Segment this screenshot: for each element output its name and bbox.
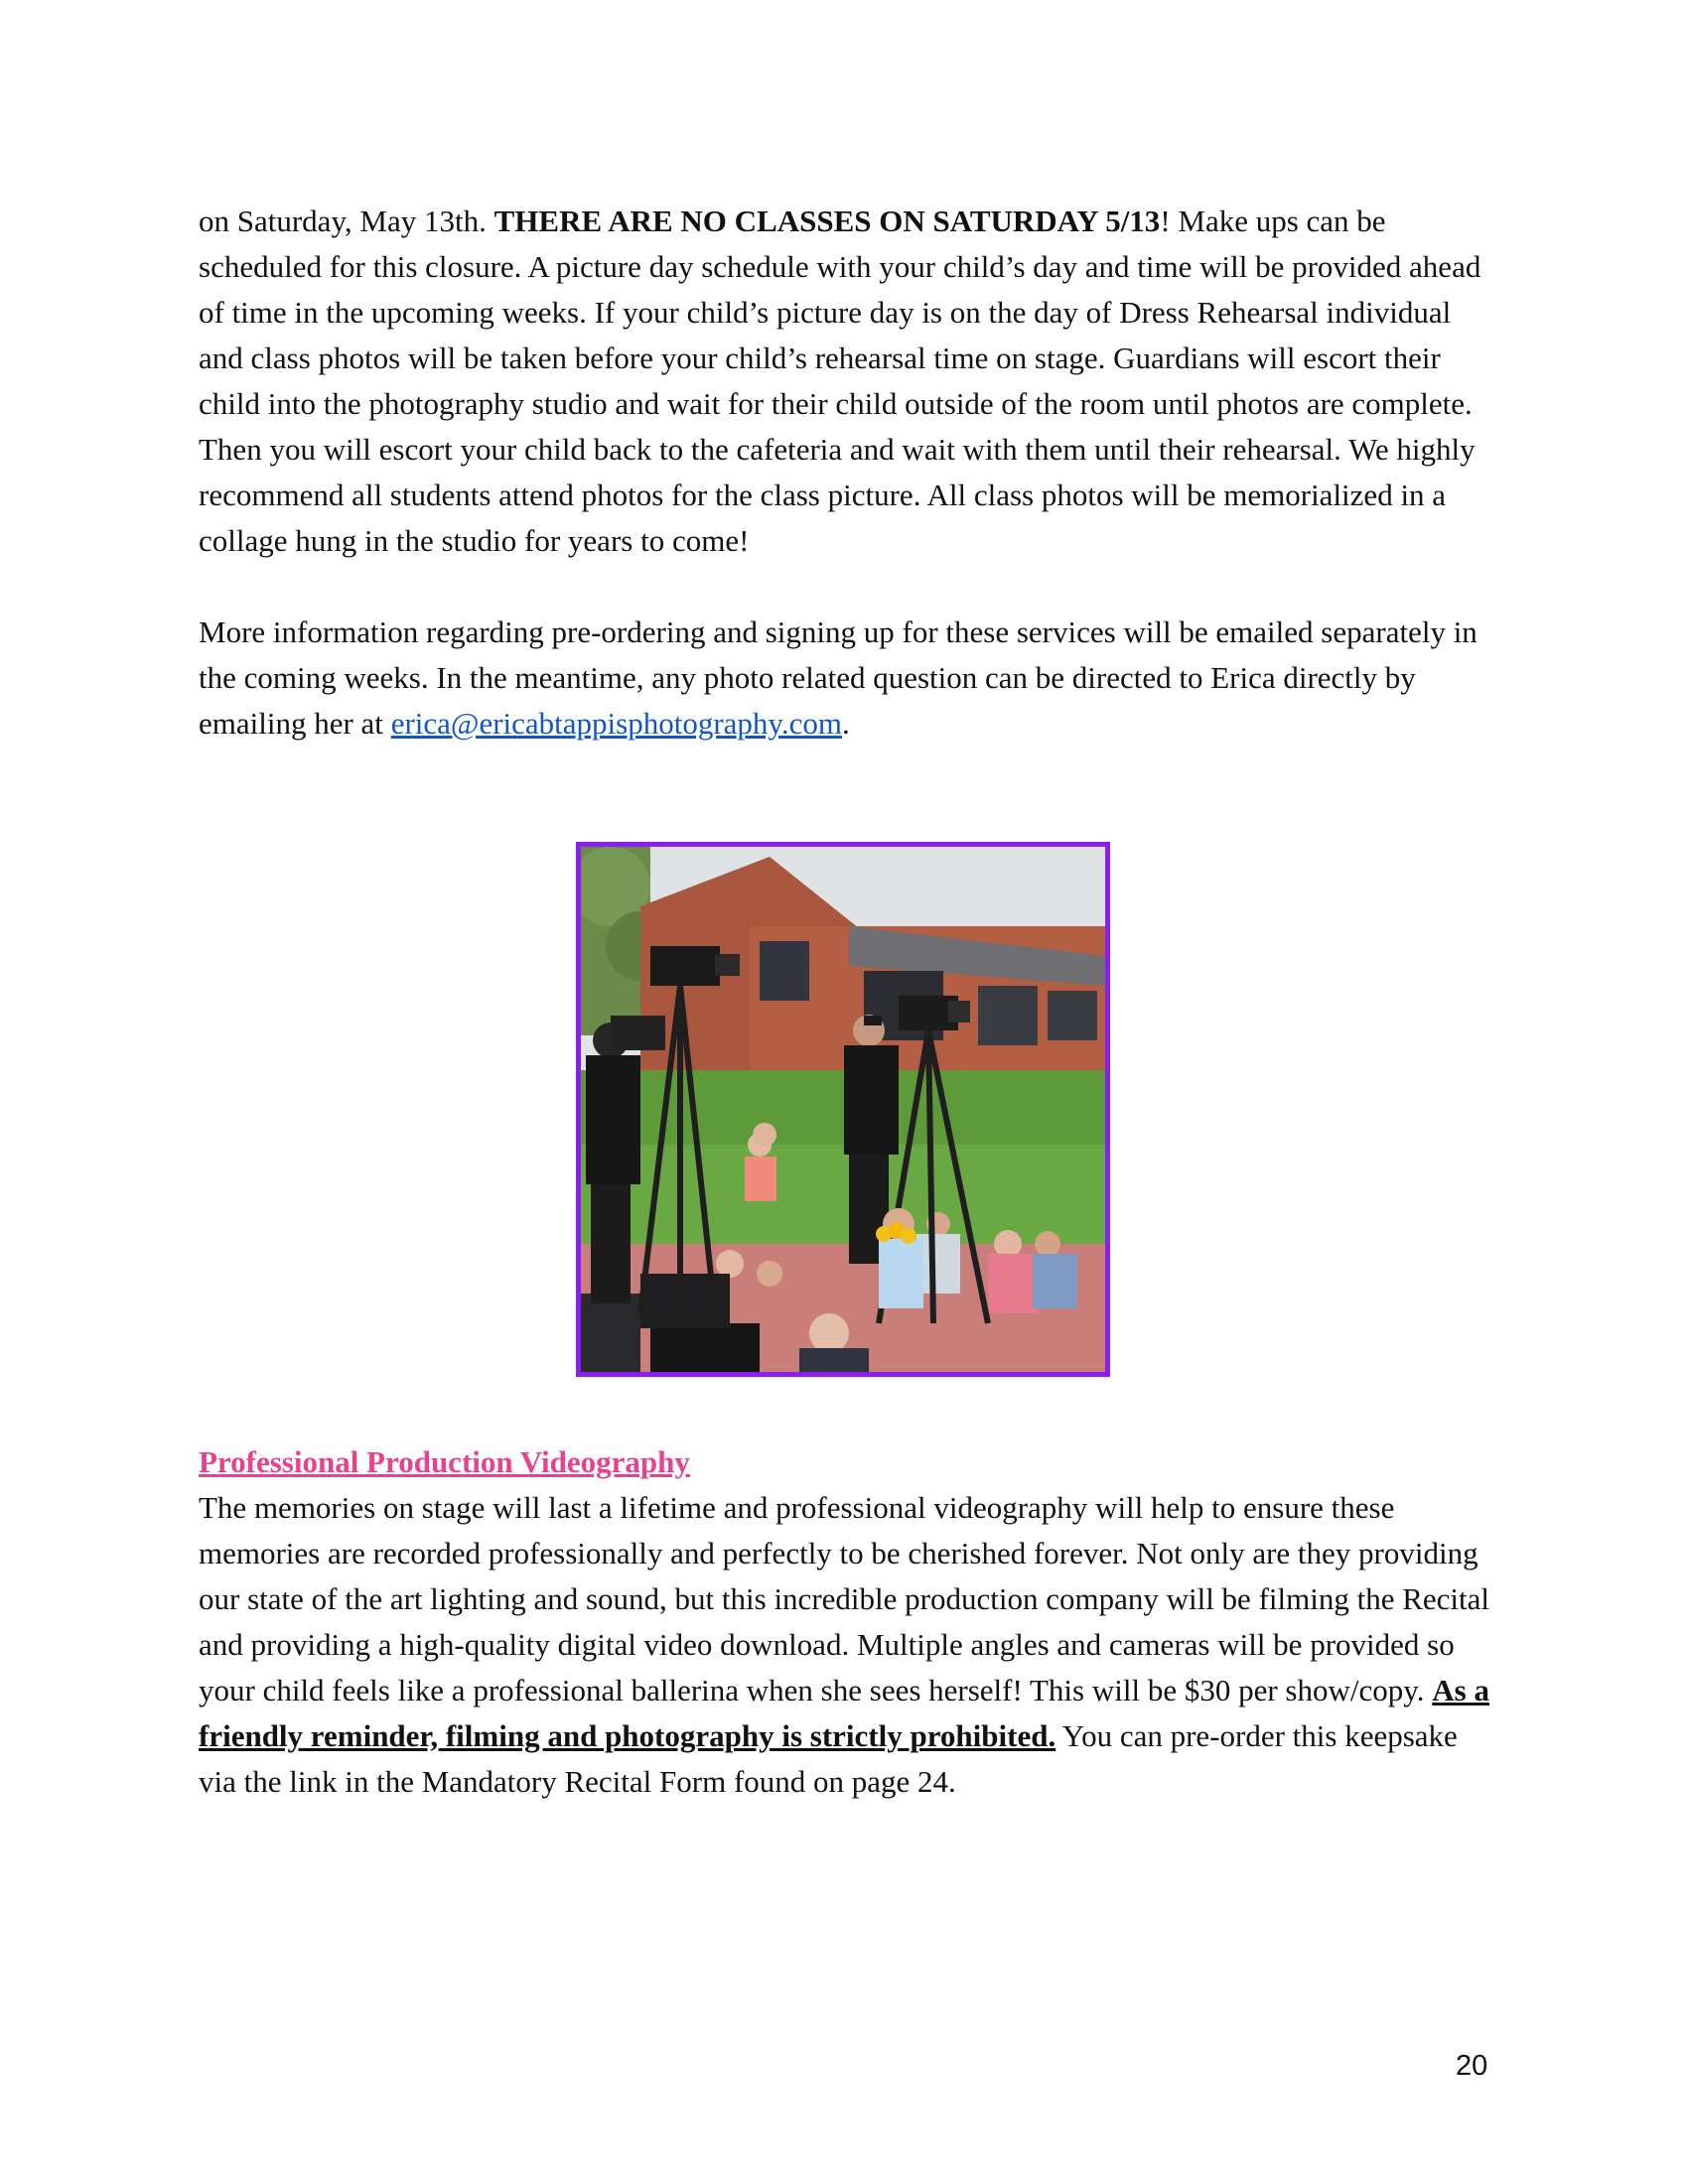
page-number: 20: [1456, 2050, 1488, 2082]
videography-photo: [576, 842, 1110, 1377]
videography-section: [199, 1439, 1499, 1805]
videography-tail: You can pre-order this keepsake via the link in the Mandatory Recital Form found on page 24.: [199, 1718, 1458, 1799]
videography-body: The memories on stage will last a lifetime and professional videography will help to ensure these memories are recorded professionally and perfectly to be cherished forever. Not only are they providing our state of the art lighting and sound, but this incredible production company will be filming the Recital and providing a high-quality digital video download. Multiple angles and cameras will be provided so your child feels like a professional ballerina when she sees herself! This will be $30 per show/copy.: [199, 1490, 1490, 1707]
videography-heading: [199, 1439, 1499, 1485]
intro-text-start: on Saturday, May 13th.: [199, 204, 494, 238]
no-classes-notice: THERE ARE NO CLASSES ON SATURDAY 5/13: [493, 204, 1161, 238]
videography-paragraph: [199, 1485, 1499, 1805]
info-paragraph: [199, 610, 1499, 747]
section-heading: Professional Production Videography: [199, 1444, 690, 1479]
page-body: [199, 199, 1499, 747]
intro-paragraph: [199, 199, 1499, 564]
videography-photo-image: [581, 847, 1105, 1372]
info-text: More information regarding pre-ordering and signing up for these services will be emailed separately in the coming weeks. In the meantime, any photo related question can be directed to Erica directly by emailing her at: [199, 614, 1477, 741]
email-link[interactable]: erica@ericabtappisphotography.com: [390, 706, 843, 741]
info-end: .: [842, 706, 850, 741]
filming-warning: As a friendly reminder, filming and photography is strictly prohibited.: [199, 1673, 1489, 1753]
intro-text-rest: ! Make ups can be scheduled for this closure. A picture day schedule with your child’s day and time will be provided ahead of time in the upcoming weeks. If your child’s picture day is on the day of Dress Rehearsal individual and class photos will be taken before your child’s rehearsal time on stage. Guardians will escort their child into the photography studio and wait for their child outside of the room until photos are complete. Then you will escort your child back to the cafeteria and wait with them until their rehearsal. We highly recommend all students attend photos for the class picture. All class photos will be memorialized in a collage hung in the studio for years to come!: [199, 204, 1481, 558]
